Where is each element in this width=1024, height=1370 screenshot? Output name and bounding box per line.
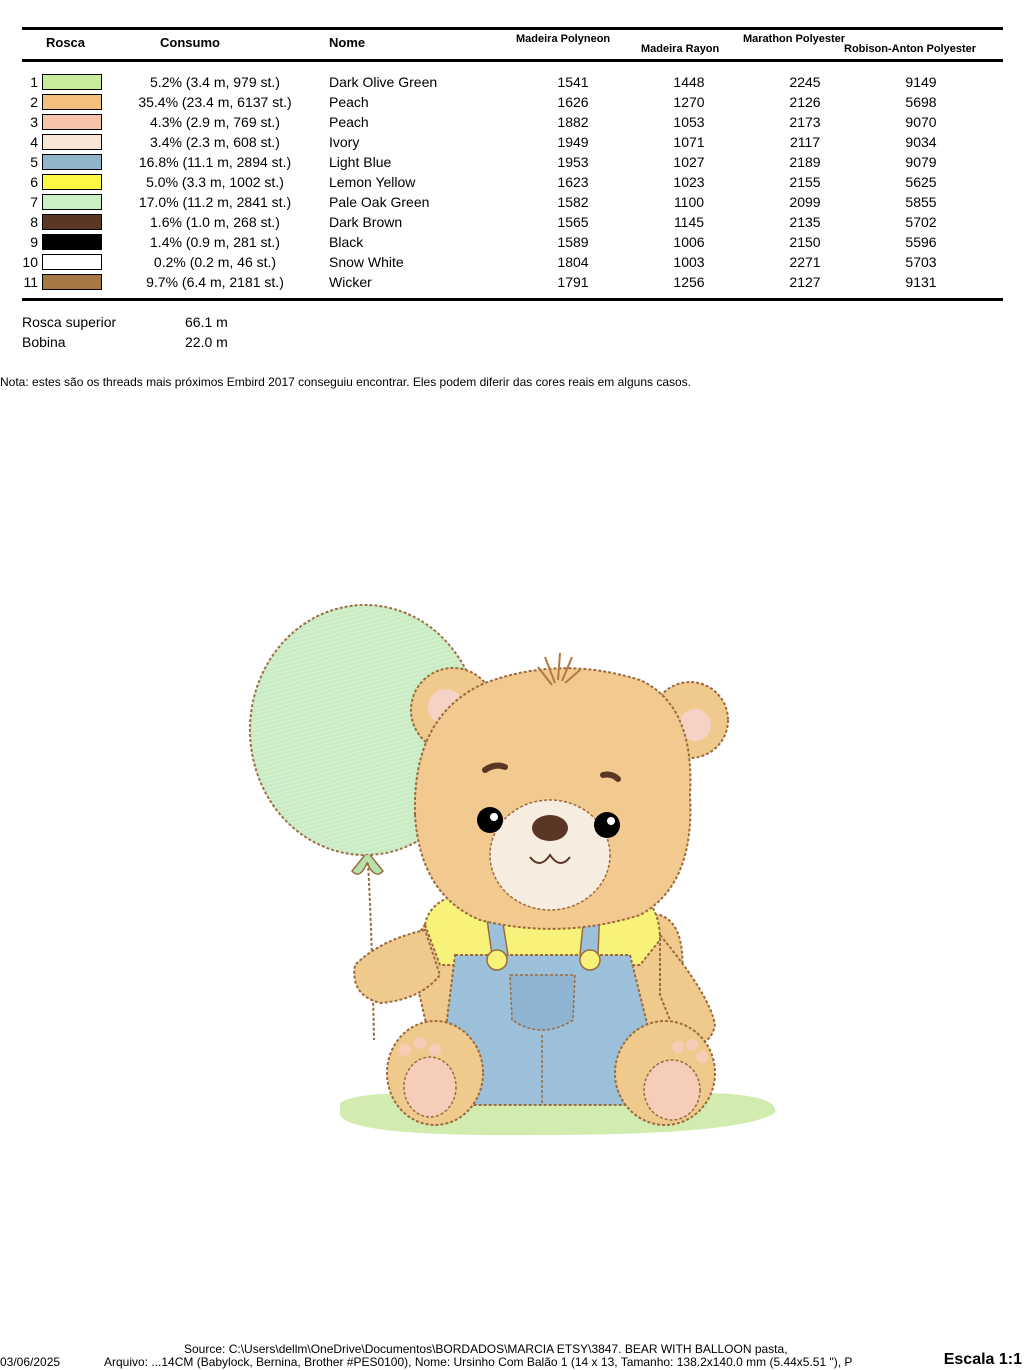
footer-source: Source: C:\Users\dellm\OneDrive\Documentos\BORDADOS\MARCIA ETSY\3847. BEAR WITH BALLOON pasta, [184,1342,788,1356]
madeira-rayon-code: 1027 [673,154,705,170]
madeira-rayon-code: 1256 [673,274,705,290]
col-header-madeira-rayon: Madeira Rayon [641,43,720,55]
col-header-robison-anton-polyester: Robison-Anton Polyester [844,43,977,55]
madeira-polyneon-code: 1589 [557,234,589,250]
thread-number: 4 [30,134,38,150]
robison-anton-polyester-code: 9131 [905,274,937,290]
summary-top-value: 66.1 m [185,314,228,330]
thread-number: 11 [23,274,38,290]
color-swatch [42,134,102,150]
teddy-bear-with-balloon-embroidery-icon [240,595,780,1140]
madeira-rayon-code: 1003 [673,254,705,270]
thread-name: Black [329,234,364,250]
color-swatch [42,214,102,230]
marathon-polyester-code: 2126 [789,94,821,110]
thread-match-note: Nota: estes são os threads mais próximos Embird 2017 conseguiu encontrar. Eles podem diferir das cores reais em alguns casos. [0,375,692,389]
header-top-rule [22,27,1003,30]
consumption: 3.4% (2.3 m, 608 st.) [150,134,280,150]
col-header-marathon-polyester: Marathon Polyester [743,33,846,45]
col-header-nome: Nome [329,35,366,50]
consumption: 4.3% (2.9 m, 769 st.) [150,114,280,130]
madeira-polyneon-code: 1582 [557,194,589,210]
thread-name: Dark Olive Green [329,74,438,90]
thread-name: Peach [329,94,369,110]
madeira-rayon-code: 1006 [673,234,705,250]
consumption: 1.6% (1.0 m, 268 st.) [150,214,280,230]
scale-label: Escala 1:1 [943,1351,1022,1368]
color-swatch [42,94,102,110]
madeira-polyneon-code: 1882 [557,114,589,130]
thread-number: 10 [22,254,38,270]
robison-anton-polyester-code: 5625 [905,174,937,190]
robison-anton-polyester-code: 9149 [905,74,937,90]
madeira-polyneon-code: 1953 [557,154,589,170]
col-header-madeira-polyneon: Madeira Polyneon [516,33,611,45]
madeira-polyneon-code: 1804 [557,254,589,270]
summary-top-label: Rosca superior [22,314,117,330]
thread-name: Ivory [329,134,360,150]
robison-anton-polyester-code: 5698 [905,94,937,110]
table-row [0,154,1024,174]
thread-name: Light Blue [329,154,392,170]
color-swatch [42,114,102,130]
col-header-consumo: Consumo [160,35,220,50]
marathon-polyester-code: 2189 [789,154,821,170]
marathon-polyester-code: 2099 [789,194,821,210]
thread-name: Wicker [329,274,372,290]
consumption: 9.7% (6.4 m, 2181 st.) [146,274,284,290]
marathon-polyester-code: 2245 [789,74,821,90]
marathon-polyester-code: 2173 [789,114,821,130]
table-row [0,254,1024,274]
robison-anton-polyester-code: 9034 [905,134,937,150]
footer-date: 03/06/2025 [0,1355,61,1369]
madeira-rayon-code: 1071 [673,134,705,150]
robison-anton-polyester-code: 5702 [905,214,937,230]
robison-anton-polyester-code: 9070 [905,114,937,130]
marathon-polyester-code: 2135 [789,214,821,230]
col-header-rosca: Rosca [46,35,86,50]
thread-number: 8 [30,214,38,230]
marathon-polyester-code: 2127 [789,274,821,290]
thread-number: 2 [30,94,38,110]
robison-anton-polyester-code: 5596 [905,234,937,250]
marathon-polyester-code: 2271 [789,254,821,270]
thread-number: 6 [30,174,38,190]
consumption: 5.2% (3.4 m, 979 st.) [150,74,280,90]
thread-name: Lemon Yellow [329,174,416,190]
thread-number: 1 [30,74,38,90]
madeira-polyneon-code: 1791 [557,274,589,290]
madeira-polyneon-code: 1623 [557,174,589,190]
marathon-polyester-code: 2117 [789,134,821,150]
consumption: 17.0% (11.2 m, 2841 st.) [138,194,292,210]
madeira-rayon-code: 1448 [673,74,705,90]
table-row [0,74,1024,94]
table-bottom-rule [22,298,1003,301]
marathon-polyester-code: 2150 [789,234,821,250]
summary-bobbin-label: Bobina [22,334,66,350]
thread-name: Pale Oak Green [329,194,430,210]
madeira-rayon-code: 1145 [673,214,705,230]
table-row [0,194,1024,214]
madeira-rayon-code: 1100 [673,194,705,210]
color-swatch [42,74,102,90]
color-swatch [42,154,102,170]
thread-name: Snow White [329,254,404,270]
madeira-rayon-code: 1053 [673,114,705,130]
footer-file-info: Arquivo: ...14CM (Babylock, Bernina, Brother #PES0100), Nome: Ursinho Com Balão 1 (14 x 13, Tamanho: 138.2x140.0 mm (5.44x5.51 "), P [104,1355,853,1369]
thread-number: 5 [30,154,38,170]
consumption: 0.2% (0.2 m, 46 st.) [153,254,277,270]
robison-anton-polyester-code: 9079 [905,154,937,170]
summary-bobbin-value: 22.0 m [185,334,228,350]
color-swatch [42,194,102,210]
table-row [0,114,1024,134]
consumption: 1.4% (0.9 m, 281 st.) [150,234,280,250]
color-swatch [42,274,102,290]
table-row [0,214,1024,234]
color-swatch [42,254,102,270]
header-bottom-rule [22,59,1003,62]
madeira-polyneon-code: 1626 [557,94,589,110]
marathon-polyester-code: 2155 [789,174,821,190]
thread-number: 3 [30,114,38,130]
table-row [0,134,1024,154]
consumption: 5.0% (3.3 m, 1002 st.) [146,174,284,190]
thread-name: Dark Brown [329,214,403,230]
robison-anton-polyester-code: 5703 [905,254,937,270]
thread-number: 7 [30,194,38,210]
table-row [0,234,1024,254]
table-row [0,274,1024,294]
madeira-rayon-code: 1270 [673,94,705,110]
color-swatch [42,174,102,190]
consumption: 35.4% (23.4 m, 6137 st.) [138,94,292,110]
robison-anton-polyester-code: 5855 [905,194,937,210]
madeira-polyneon-code: 1949 [557,134,589,150]
table-row [0,94,1024,114]
table-row [0,174,1024,194]
madeira-polyneon-code: 1541 [557,74,589,90]
color-swatch [42,234,102,250]
thread-number: 9 [30,234,38,250]
thread-name: Peach [329,114,369,130]
consumption: 16.8% (11.1 m, 2894 st.) [138,154,292,170]
madeira-polyneon-code: 1565 [557,214,589,230]
madeira-rayon-code: 1023 [673,174,705,190]
